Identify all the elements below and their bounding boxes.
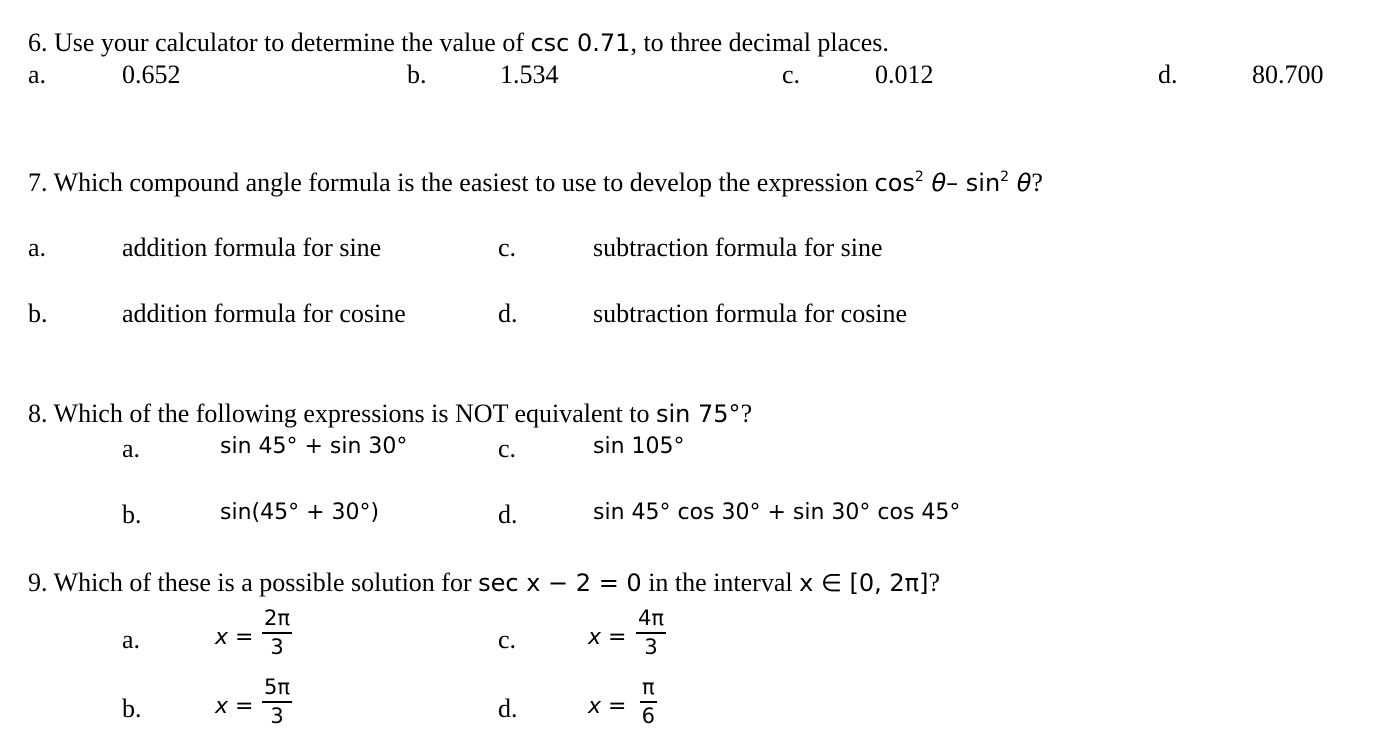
question-9-stem-mid: in the interval: [641, 568, 800, 597]
q9-option-b-numerator: 5π: [264, 675, 291, 699]
q7-math-exp-1: 2: [914, 169, 924, 185]
question-9-stem-before: 9. Which of these is a possible solution for: [28, 568, 479, 597]
q8-option-a-letter: a.: [122, 434, 141, 463]
q9-option-d-denominator: 6: [641, 704, 656, 728]
q8-option-d-text: sin 45° cos 30° + sin 30° cos 45°: [593, 500, 961, 525]
q6-option-a-letter: a.: [28, 60, 47, 89]
q7-math-minus-sin: – sin: [946, 169, 1001, 197]
q7-option-c-text: subtraction formula for sine: [593, 233, 883, 262]
question-7-math: [875, 169, 1032, 197]
q6-option-b-letter: b.: [407, 60, 427, 89]
question-9-math-interval: x ∈ [0, 2π]: [799, 569, 929, 597]
q7-option-b-text: addition formula for cosine: [122, 299, 406, 328]
q7-option-c-letter: c.: [498, 233, 517, 262]
q7-option-d-letter: d.: [498, 299, 518, 328]
q7-option-b-letter: b.: [28, 299, 48, 328]
q9-option-a-denominator: 3: [270, 635, 284, 659]
question-6-stem-after: , to three decimal places.: [630, 28, 889, 57]
question-9-math-eq: sec x − 2 = 0: [478, 569, 642, 597]
q9-option-b-x-eq: x =: [215, 694, 254, 719]
q9-option-c-numerator: 4π: [638, 606, 665, 630]
q7-math-theta-2: θ: [1016, 169, 1032, 197]
q7-math-cos: cos: [874, 169, 915, 197]
q9-option-c-x-eq: x =: [588, 625, 627, 650]
q8-option-b-letter: b.: [122, 500, 142, 529]
q9-option-b-letter: b.: [122, 694, 142, 723]
q8-option-c-letter: c.: [498, 434, 517, 463]
q9-option-a-letter: a.: [122, 625, 141, 654]
q9-option-c-fraction: [636, 608, 666, 658]
question-9-stem-after: ?: [928, 568, 940, 597]
q7-option-d-text: subtraction formula for cosine: [593, 299, 908, 328]
q9-option-d-x-eq: x =: [588, 694, 627, 719]
q9-option-c-denominator: 3: [644, 635, 658, 659]
question-8-stem-before: 8. Which of the following expressions is NOT equivalent to: [28, 399, 656, 428]
q6-option-c-letter: c.: [782, 60, 801, 89]
question-8-math: sin 75°: [656, 400, 741, 428]
q6-option-a-text: 0.652: [122, 60, 181, 89]
q7-math-exp-2: 2: [1000, 169, 1010, 185]
q7-option-a-text: addition formula for sine: [122, 233, 382, 262]
q8-option-b-text: sin(45° + 30°): [220, 500, 380, 525]
q8-option-d-letter: d.: [498, 500, 518, 529]
q9-option-d-letter: d.: [498, 694, 518, 723]
q9-option-a-numerator: 2π: [264, 606, 291, 630]
question-8-stem-after: ?: [740, 399, 753, 428]
q6-option-c-text: 0.012: [875, 60, 934, 89]
question-7-stem: [28, 170, 1043, 196]
question-8-stem: [28, 401, 752, 427]
q7-math-theta-1: θ: [931, 169, 947, 197]
q6-option-d-letter: d.: [1158, 60, 1178, 89]
q9-option-b-denominator: 3: [270, 704, 284, 728]
question-9-stem: [28, 570, 940, 596]
q6-option-b-text: 1.534: [500, 60, 559, 89]
question-6-stem-before: 6. Use your calculator to determine the value of: [28, 28, 531, 57]
q7-option-a-letter: a.: [28, 233, 47, 262]
q9-option-a-fraction: [262, 608, 292, 658]
q9-option-c-letter: c.: [498, 625, 517, 654]
question-6-stem: [28, 30, 889, 56]
q8-option-c-text: sin 105°: [593, 434, 685, 459]
question-7-stem-before: 7. Which compound angle formula is the easiest to use to develop the expression: [28, 168, 875, 197]
q6-option-d-text: 80.700: [1252, 60, 1324, 89]
q9-option-d-fraction: [640, 677, 657, 727]
q9-option-a-x-eq: x =: [215, 625, 254, 650]
question-6-math: csc 0.71: [530, 29, 631, 57]
q9-option-b-fraction: [262, 677, 292, 727]
q9-option-d-numerator: π: [642, 675, 655, 699]
question-7-stem-after: ?: [1031, 168, 1043, 197]
q8-option-a-text: sin 45° + sin 30°: [220, 434, 408, 459]
